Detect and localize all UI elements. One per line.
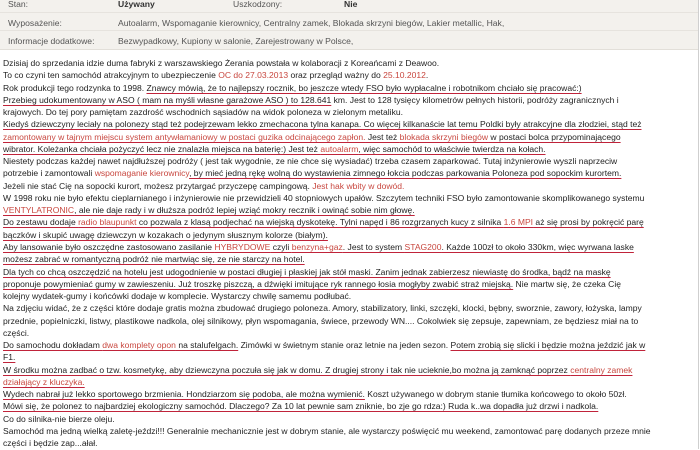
text-segment: , więc samochód to właściwie twierdza na kołach. — [358, 143, 546, 154]
text-segment: Do samochodu dokładam — [3, 340, 103, 351]
description-line — [3, 376, 697, 388]
text-segment: Dzisiaj do sprzedania idzie duma fabryki z warszawskiego Żerania powstała w kolaboracji z Koreańcami z Deawoo. — [3, 58, 440, 68]
spec-label: Stan: — [8, 0, 29, 9]
description-line — [3, 155, 697, 167]
spec-label: Informacje dodatkowe: — [8, 36, 95, 46]
text-segment: Koszt używanego w dobrym stanie tłumika końcowego to około 50zł. — [364, 389, 627, 400]
description-line — [3, 327, 697, 339]
description-line — [3, 400, 697, 412]
specs-table — [0, 0, 698, 50]
text-segment: Samochód ma jedną wielką zaletę-jeździ!!! Generalnie mechanicznie jest w dobrym stanie, ale wystarczy poświęcić mu weekend, zamontować parę dodanych przeze mnie — [3, 425, 651, 436]
description-line — [3, 192, 697, 204]
text-segment: potrzebie i zamontowali — [3, 168, 95, 179]
highlighted-text: 25.10.2012 — [383, 70, 426, 81]
text-segment: oraz przegląd ważny do — [288, 70, 384, 81]
text-segment: , by mieć jedną rękę wolną do wystawienia zimnego łokcia podczas parkowania Poloneza pod sopockim kurortem. — [189, 168, 622, 179]
highlighted-text: blokada skrzyni biegów — [399, 131, 489, 142]
description-line — [3, 69, 697, 81]
highlighted-text: zamontowany w tajnym miejscu system antywłamaniowy w postaci guzika odcinającego zapłon. — [3, 131, 366, 142]
description-line — [3, 216, 697, 228]
highlighted-text: benzyna+gaz — [291, 241, 343, 252]
description-line — [3, 57, 697, 69]
text-segment: Aby lansowanie było oszczędne zastosowano zasilanie — [3, 241, 215, 252]
highlighted-text: 1.6 MPI — [503, 217, 534, 228]
description-line — [3, 106, 697, 118]
spec-row-additional-info — [0, 31, 698, 49]
description-line — [3, 167, 697, 179]
description-line — [3, 339, 697, 351]
spec-label: Uszkodzony: — [233, 0, 283, 9]
description-line — [3, 315, 697, 327]
text-segment: Do zestawu dodaje — [3, 217, 79, 228]
highlighted-text: autoalarm — [320, 143, 359, 154]
highlighted-text: działający z kluczyka. — [3, 376, 85, 387]
text-segment: części. — [3, 327, 30, 338]
spec-value: Używany — [118, 0, 155, 9]
spec-row-condition — [0, 0, 698, 13]
description-line — [3, 278, 697, 290]
text-segment: bączków i skupić uwagę dziewczyn w kozakach o jedynym słusznym kolorze (białym). — [3, 229, 328, 240]
text-segment: co pozwala z klasą podjechać na wiejską dyskotekę. Tylni napęd i 86 rozgrzanych kucy z silnika — [136, 217, 504, 228]
text-segment: F1. — [3, 352, 16, 363]
highlighted-text: VENTYLATRONIC — [3, 205, 75, 216]
description-line — [3, 351, 697, 363]
text-segment: km. Jest to 128 tysięcy kilometrów pełnych historii, podróży zagranicznych i — [331, 94, 619, 105]
highlighted-text: STAG200 — [404, 241, 442, 252]
text-segment: Znawcy mówią, że to najlepszy rocznik, bo jeszcze wtedy FSO było wypłacalne i robotnikom chciało się pracować:) — [146, 82, 582, 93]
spec-row-equipment — [0, 13, 698, 32]
text-segment: W 1998 roku nie było efektu cieplarnianego i inżynierowie nie przewidzieli 40 stopniowych upałów. Szczytem techniki FSO było zamontowanie skomplikowanego systemu — [3, 192, 645, 203]
highlighted-text: radio blaupunkt — [78, 217, 137, 228]
text-segment: Kiedyś dziewczyny leciały na polonezy stąd też podejrzewam lekko zmechacona tylna kanapa. Co więcej kilkanaście lat temu Poldki były atrakcyjne dla złodziei, stąd też — [3, 119, 642, 130]
highlighted-text: wspomaganie kierownicy — [94, 168, 190, 179]
highlighted-text: Jest hak wbity w dowód. — [312, 180, 405, 191]
text-segment: wibrator. Koleżanka chciała pożyczyć lecz nie znalazła miejsca na baterię:) Jest też — [3, 143, 321, 154]
spec-value: Bezwypadkowy, Kupiony w salonie, Zarejestrowany w Polsce, — [118, 36, 354, 46]
description-line — [3, 388, 697, 400]
highlighted-text: OC do 27.03.2013 — [218, 70, 289, 81]
text-segment: czyli — [270, 241, 292, 252]
description-line — [3, 143, 697, 155]
description-line — [3, 413, 697, 425]
text-segment: Na zdjęciu widać, że z części które dodaje gratis można zbudować drugiego poloneza. Amory, stabilizatory, linki, szczęki, klocki, bębny, sworznie, zawory, łożyska, lampy — [3, 303, 642, 314]
text-segment: w postaci bolca przypominającego — [488, 131, 621, 142]
text-segment: Mówi się, że polonez to najbardziej ekologiczny samochód. Dlaczego? Za 10 lat pewnie sam zniknie, bo zje go rdza:) Ruda k..wa dopadła już drzwi i nadkola. — [3, 401, 599, 412]
description-line — [3, 253, 697, 265]
text-segment: . — [425, 70, 429, 81]
text-segment: Zimówki w świetnym stanie oraz letnie na jeden sezon. — [238, 340, 451, 351]
text-segment: Jeżeli nie stać Cię na sopocki kurort, możesz przytargać przyczepę campingową. — [3, 180, 313, 191]
description-line — [3, 364, 697, 376]
text-segment: . Każde 100zł to około 330km, więc wyrwana laske — [441, 241, 634, 252]
highlighted-text: centralny zamek — [570, 364, 633, 375]
text-segment: Rok produkcji tego rodzynka to 1998. — [3, 82, 147, 93]
text-segment: Nie martw się, że czeka Cię — [513, 278, 621, 289]
highlighted-text: HYBRYDOWE — [214, 241, 271, 252]
text-segment: aż się prosi by pokręcić parę — [533, 217, 644, 228]
description-line — [3, 425, 697, 437]
description-line — [3, 94, 697, 106]
text-segment: Jest też — [365, 131, 400, 142]
description-line — [3, 290, 697, 302]
spec-value: Nie — [344, 0, 358, 9]
description-line — [3, 180, 697, 192]
text-segment: To co czyni ten samochód atrakcyjnym to ubezpieczenie — [3, 70, 219, 81]
text-segment: proponuje powymieniać gumy w zawieszeniu. Już troszkę piszczą, a dźwięki imitujące ryk rannego łosia mogłyby zwabić straż miejską. — [3, 278, 514, 289]
spec-label: Wyposażenie: — [8, 17, 62, 28]
text-segment: możesz zabrać w romantyczną podróż nie martwiąc się, ze nie starczy na hotel. — [3, 254, 305, 265]
text-segment: części i będzie zap...ałał. — [3, 438, 98, 449]
listing-description — [3, 57, 697, 450]
highlighted-text: dwa komplety opon — [102, 340, 176, 351]
text-segment: Potem zrobią się slicki i będzie można jeździć jak w — [450, 340, 646, 351]
description-line — [3, 437, 697, 449]
spec-value: Autoalarm, Wspomaganie kierownicy, Centralny zamek, Blokada skrzyni biegów, Lakier metallic, Hak, — [118, 17, 505, 28]
description-line — [3, 82, 697, 94]
description-line — [3, 302, 697, 314]
description-line — [3, 204, 697, 216]
text-segment: na stalufelgach. — [175, 340, 239, 351]
text-segment: Dla tych co chcą oszczędzić na hotelu jest udogodnienie w postaci długiej i płaskiej jak stół maski. Zanim jednak zabierzesz niewiastę do środka, bądź na maskę — [3, 266, 611, 277]
text-segment: krajowych. Do tej pory pamiętam zazdrość wschodnich sąsiadów na widok poloneza w zielonym metaliku. — [3, 107, 403, 118]
text-segment: Przebieg udokumentowany w ASO ( mam na myśli własne garażowe ASO ) to 128.641 — [3, 94, 332, 105]
text-segment: . Jest to system — [342, 241, 405, 252]
text-segment: Wydech nabrał już lekko sportowego brzmienia. Hondziarzom się podoba, ale można wymienić. — [3, 389, 365, 400]
text-segment: Niestety podczas każdej nawet najdłuższej podróży ( jest tak wygodnie, ze nie chce się wysiadać) trzeba czasem zaparkować. Tutaj inżynierowie wyszli naprzeciw — [3, 156, 618, 167]
text-segment: W środku można zadbać o tzw. kosmetykę, aby dziewczyna poczuła się jak w domu. Z drugiej strony i tak nie ucieknie,bo można ją zamknąć poprzez — [3, 364, 571, 375]
text-segment: , ale nie daje rady i w dłuższa podróż lepiej wziąć mokry recznik i owinąć sobie nim głowę. — [74, 205, 415, 216]
description-line — [3, 266, 697, 278]
text-segment: przednie, popielniczki, listwy, plastikowe nadkola, olej silnikowy, płyn wspomagania, świece, przewody WN.... Cokolwiek się zepsuje, zapewniam, ze będziesz miał na to — [3, 315, 639, 326]
text-segment: Co do silnika-nie bierze oleju. — [3, 413, 115, 424]
description-line — [3, 241, 697, 253]
description-line — [3, 131, 697, 143]
description-line — [3, 229, 697, 241]
description-line — [3, 118, 697, 130]
text-segment: kolejny wydatek-gumy i końcówki dodaje w komplecie. Wystarczy chwilę samemu podłubać. — [3, 291, 352, 302]
